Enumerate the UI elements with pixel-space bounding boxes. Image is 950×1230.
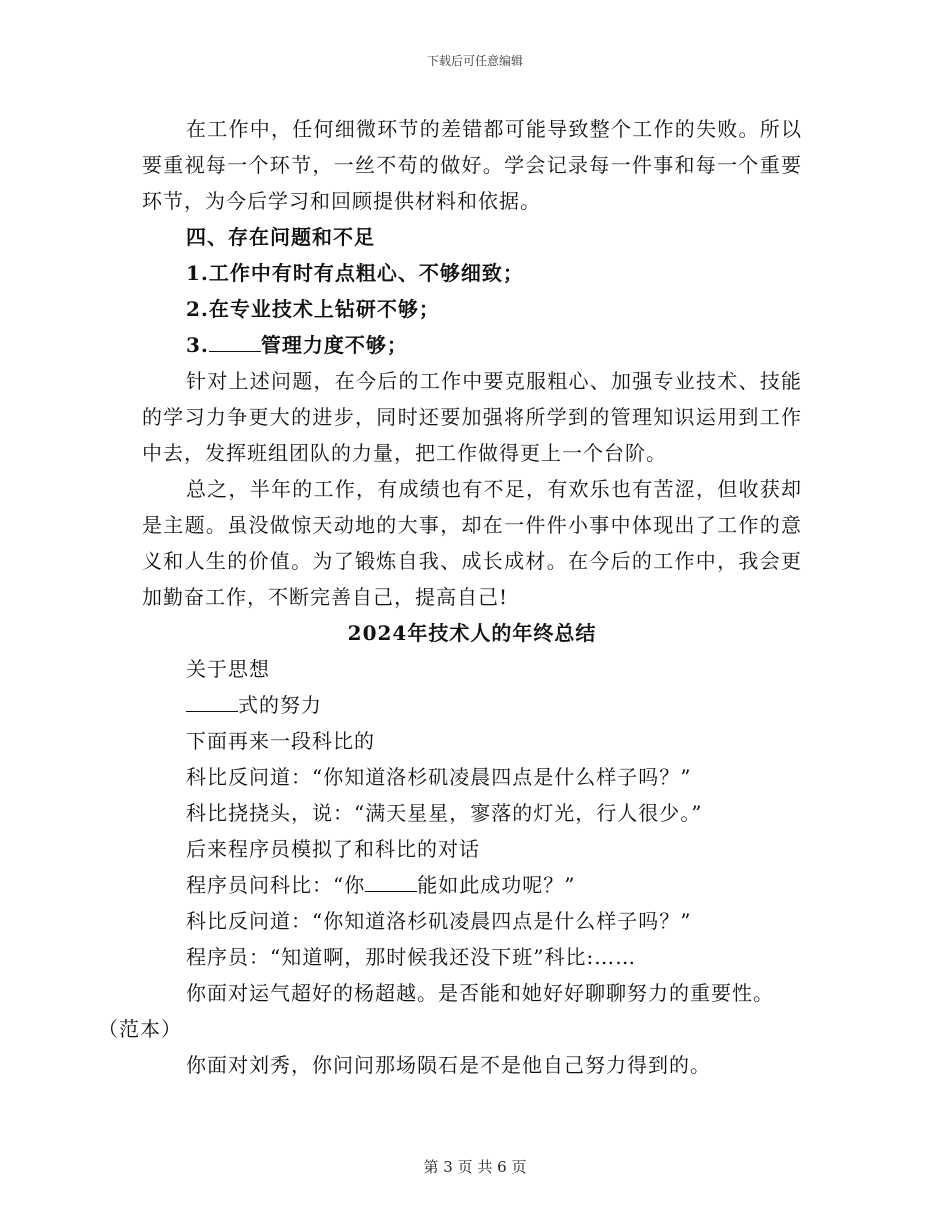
section-heading-problems: 四、存在问题和不足	[186, 225, 375, 249]
problem-item-3-text: 管理力度不够；	[260, 333, 408, 357]
line-yang-chaoyue-text: 你面对运气超好的杨超越。是否能和她好好聊聊努力的重要性。	[186, 981, 774, 1005]
line-kobe-intro: 下面再来一段科比的	[186, 729, 375, 753]
problem-item-3	[142, 327, 802, 363]
page-header: 下载后可任意编辑	[426, 54, 523, 68]
line-programmer-question-suffix: 能如此成功呢？”	[417, 873, 576, 897]
blank-underline	[209, 333, 261, 352]
line-effort	[142, 687, 802, 723]
problem-item-2: 2.在专业技术上钻研不够；	[186, 297, 440, 321]
problem-item-3-prefix: 3.	[186, 333, 209, 357]
document-body	[98, 111, 802, 1083]
paragraph-improvement-plan: 针对上述问题，在今后的工作中要克服粗心、加强专业技术、技能的学习力争更大的进步，同时还要加强将所学到的管理知识运用到工作中去，发挥班组团队的力量，把工作做得更上一个台阶。	[142, 369, 802, 465]
line-programmer-question-prefix: 程序员问科比：“你	[186, 873, 366, 897]
line-kobe-answer: 科比挠挠头，说：“满天星星，寥落的灯光，行人很少。”	[186, 801, 703, 825]
section-title: 2024年技术人的年终总结	[347, 621, 597, 645]
line-liu-xiu: 你面对刘秀，你问问那场陨石是不是他自己努力得到的。	[186, 1053, 711, 1077]
blank-underline	[186, 693, 238, 712]
paragraph-conclusion: 总之，半年的工作，有成绩也有不足，有欢乐也有苦涩，但收获却是主题。虽没做惊天动地的大事，却在一件件小事中体现出了工作的意义和人生的价值。为了锻炼自我、成长成材。在今后的工作中，我会更加勤奋工作，不断完善自己，提高自己!	[142, 477, 802, 609]
blank-underline	[365, 873, 417, 892]
line-effort-text: 式的努力	[238, 693, 322, 717]
line-programmer-simulated: 后来程序员模拟了和科比的对话	[186, 837, 480, 861]
paragraph-attention-to-detail: 在工作中，任何细微环节的差错都可能导致整个工作的失败。所以要重视每一个环节，一丝不苟的做好。学会记录每一件事和每一个重要环节，为今后学习和回顾提供材料和依据。	[142, 117, 802, 213]
line-about-thought: 关于思想	[186, 657, 270, 681]
line-kobe-question: 科比反问道：“你知道洛杉矶凌晨四点是什么样子吗？”	[186, 765, 692, 789]
problem-item-1: 1.工作中有时有点粗心、不够细致；	[186, 261, 524, 285]
line-programmer-answer: 程序员：“知道啊，那时候我还没下班”科比:……	[186, 945, 637, 969]
line-yang-chaoyue	[98, 975, 802, 1047]
page-footer: 第 3 页 共 6 页	[423, 1158, 527, 1176]
fanben-label: （范本）	[98, 1017, 182, 1041]
line-kobe-counter-question: 科比反问道：“你知道洛杉矶凌晨四点是什么样子吗？”	[186, 909, 692, 933]
line-programmer-question	[142, 867, 802, 903]
